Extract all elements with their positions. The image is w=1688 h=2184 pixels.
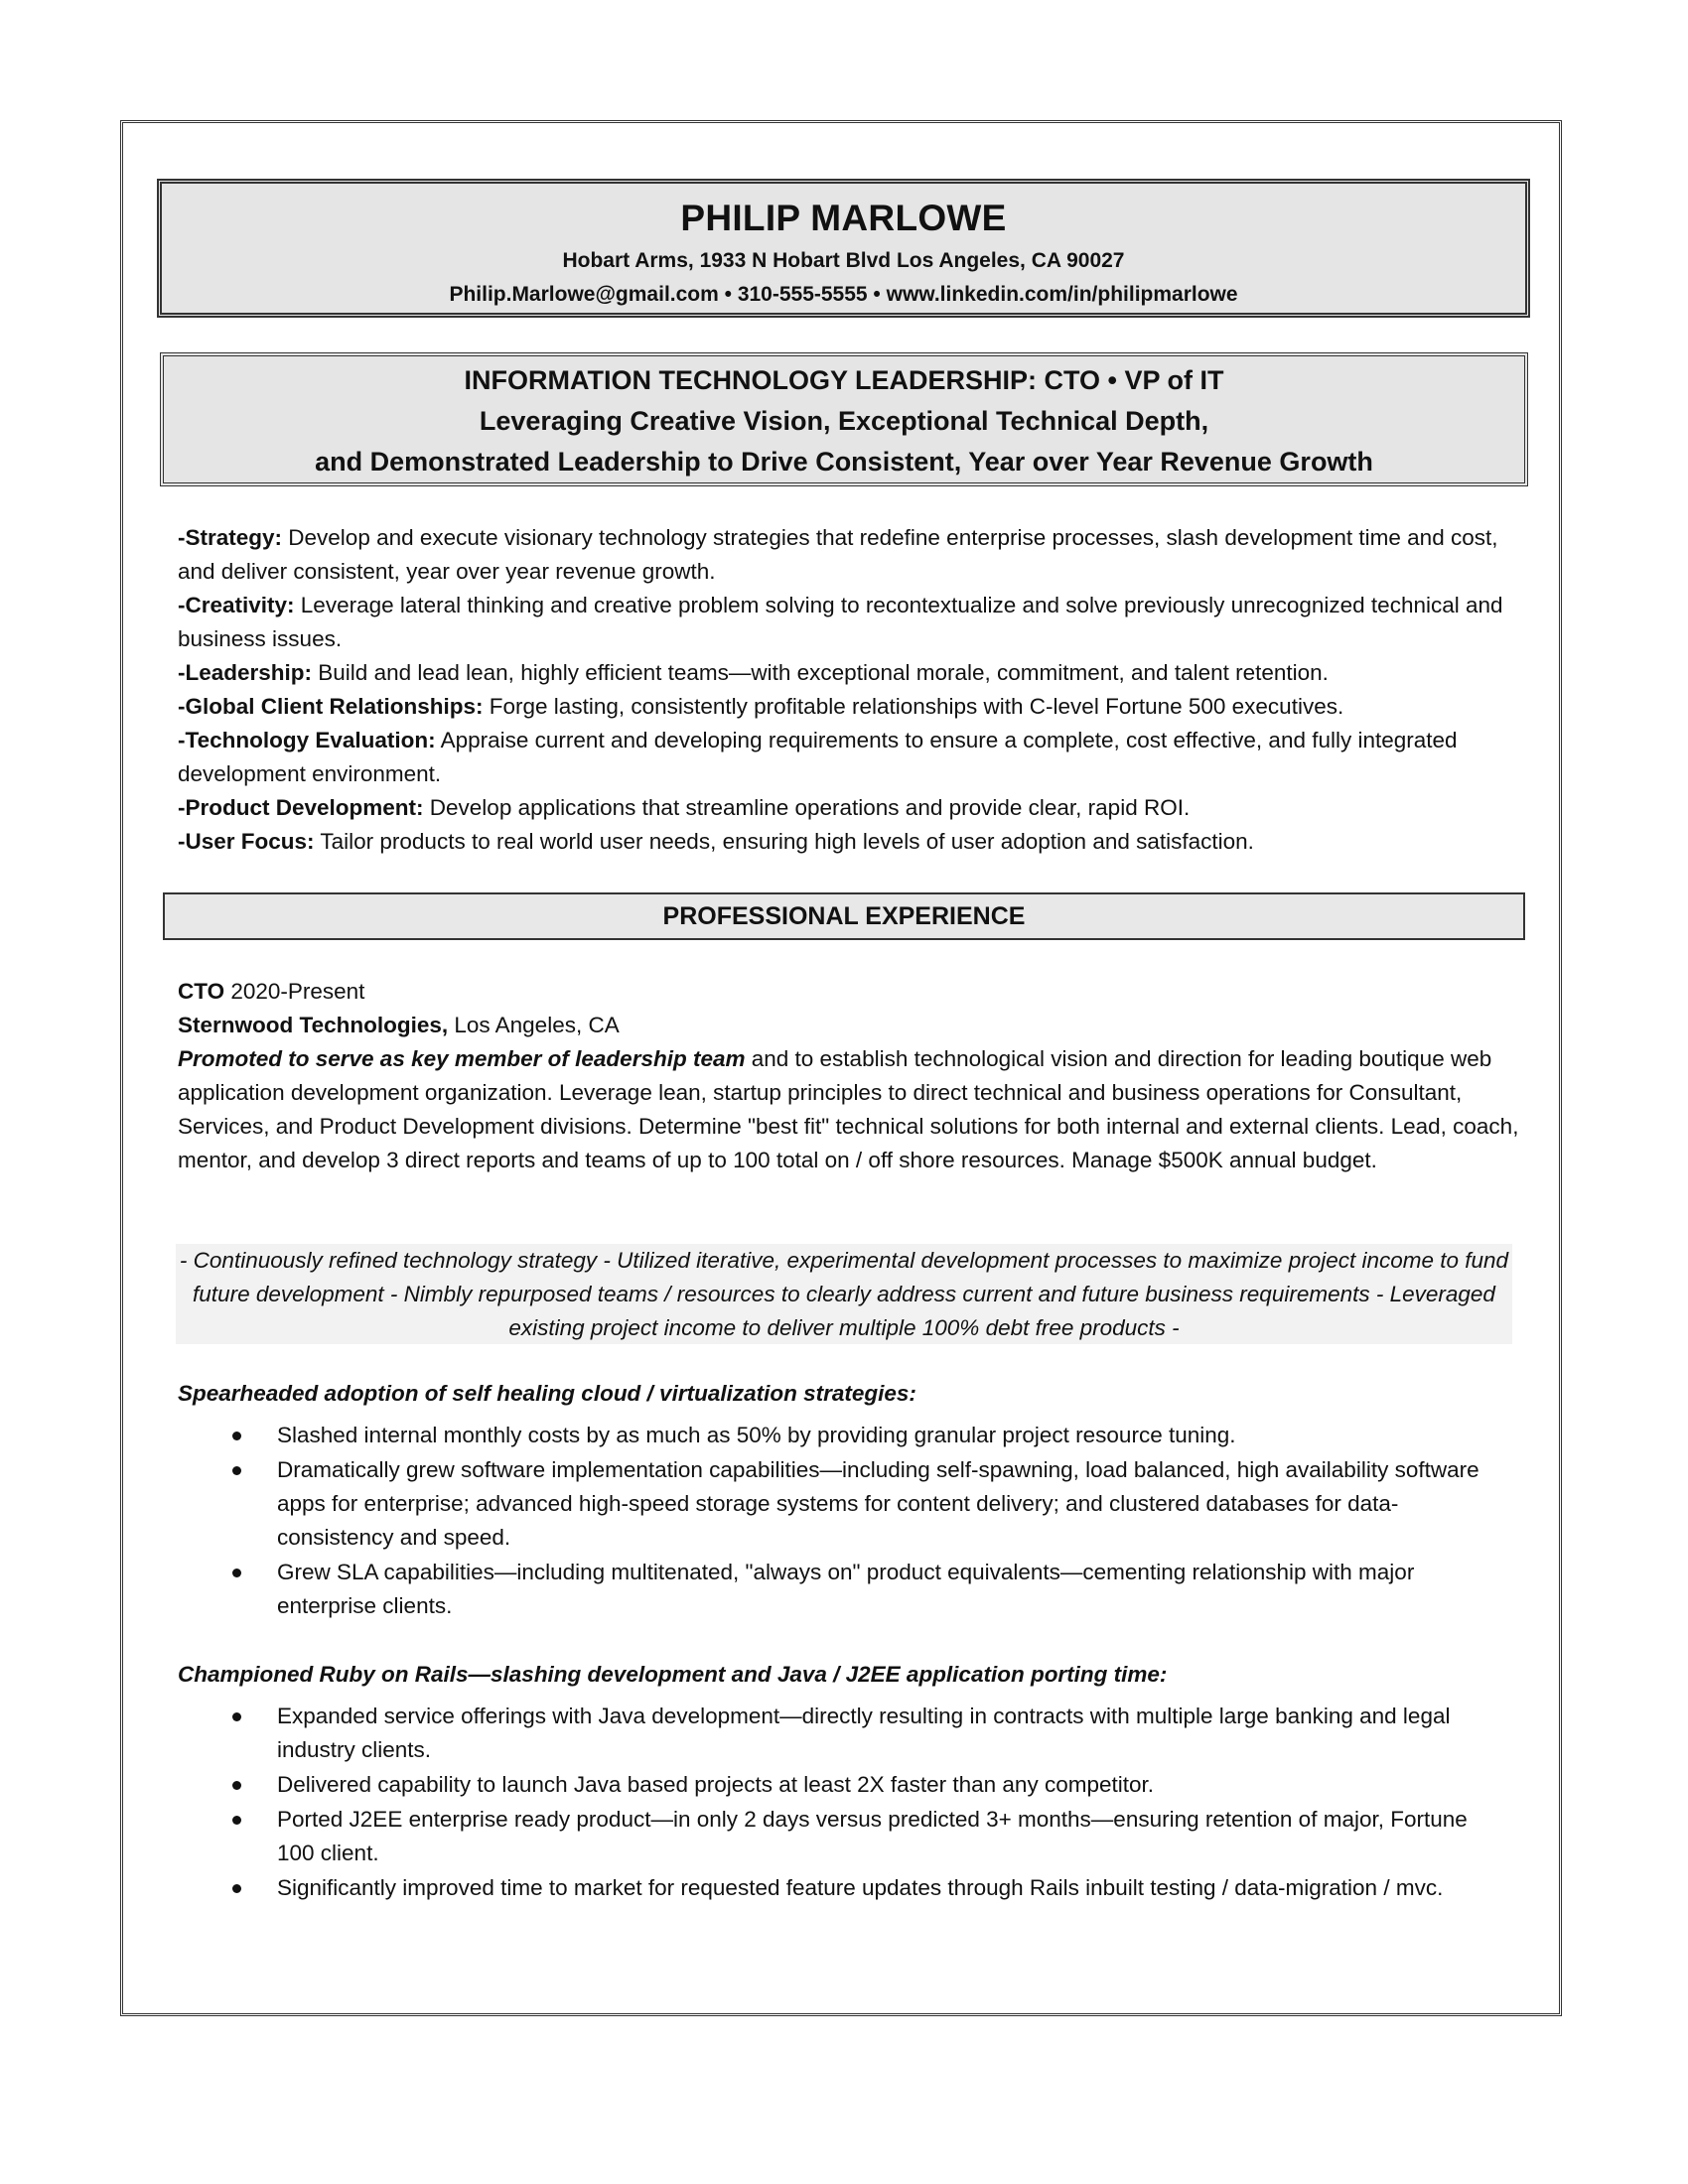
job-title: CTO [178, 979, 225, 1004]
bullet-icon [232, 1569, 241, 1577]
achievement-list-cloud [178, 1419, 1508, 1624]
job-description [178, 1042, 1528, 1177]
summary-item-product-development [178, 791, 1528, 825]
summary-item-leadership [178, 656, 1528, 690]
list-item [178, 1453, 1508, 1555]
list-item [178, 1768, 1508, 1802]
summary-item-technology-evaluation [178, 724, 1528, 791]
job-title-line [178, 975, 1528, 1009]
bullet-icon [232, 1816, 241, 1825]
headline-box [160, 352, 1528, 486]
job-lead: Promoted to serve as key member of leadership team [178, 1046, 746, 1071]
summary-text: Tailor products to real world user needs, ensuring high levels of user adoption and satisfaction. [314, 829, 1254, 854]
bullet-icon [232, 1712, 241, 1721]
summary-text: Leverage lateral thinking and creative problem solving to recontextualize and solve previously unrecognized technical and business issues. [178, 593, 1503, 651]
job-company: Sternwood Technologies, [178, 1013, 449, 1037]
bullet-text: Delivered capability to launch Java based projects at least 2X faster than any competitor. [277, 1772, 1154, 1797]
summary-item-user-focus [178, 825, 1528, 859]
summary-item-global-client [178, 690, 1528, 724]
job-highlight-block: - Continuously refined technology strategy - Utilized iterative, experimental development processes to maximize project income to fund future development - Nimbly repurposed teams / resources to clearly address current and future business requirements - Leveraged existing project income to deliver multiple 100% debt free products - [176, 1244, 1512, 1344]
job-company-line [178, 1009, 1528, 1042]
contact-line: Philip.Marlowe@gmail.com • 310-555-5555 • www.linkedin.com/in/philipmarlowe [449, 283, 1238, 306]
job-location: Los Angeles, CA [448, 1013, 620, 1037]
summary-text: Build and lead lean, highly efficient teams—with exceptional morale, commitment, and talent retention. [312, 660, 1329, 685]
address: Hobart Arms, 1933 N Hobart Blvd Los Angeles, CA 90027 [562, 249, 1125, 272]
achievement-heading-cloud: Spearheaded adoption of self healing cloud / virtualization strategies: [178, 1381, 916, 1406]
headline-tagline-1: Leveraging Creative Vision, Exceptional Technical Depth, [479, 406, 1209, 436]
job-entry [178, 975, 1528, 1177]
list-item [178, 1803, 1508, 1870]
list-item [178, 1871, 1508, 1905]
bullet-text: Significantly improved time to market for requested feature updates through Rails inbuilt testing / data-migration / mvc. [277, 1875, 1444, 1900]
bullet-text: Ported J2EE enterprise ready product—in only 2 days versus predicted 3+ months—ensuring retention of major, Fortune 100 client. [277, 1807, 1468, 1865]
bullet-icon [232, 1432, 241, 1440]
summary-list [178, 521, 1528, 859]
list-item [178, 1700, 1508, 1767]
list-item [178, 1556, 1508, 1623]
summary-text: Develop and execute visionary technology strategies that redefine enterprise processes, slash development time and cost, and deliver consistent, year over year revenue growth. [178, 525, 1498, 584]
achievement-heading-rails: Championed Ruby on Rails—slashing development and Java / J2EE application porting time: [178, 1662, 1168, 1687]
summary-text: Appraise current and developing requirements to ensure a complete, cost effective, and fully integrated development environment. [178, 728, 1458, 786]
summary-item-creativity [178, 589, 1528, 656]
bullet-icon [232, 1781, 241, 1790]
summary-label: -User Focus: [178, 829, 315, 854]
bullet-icon [232, 1884, 241, 1893]
summary-label: -Product Development: [178, 795, 424, 820]
section-heading-experience: PROFESSIONAL EXPERIENCE [163, 892, 1525, 940]
candidate-name: PHILIP MARLOWE [680, 198, 1007, 238]
headline-title: INFORMATION TECHNOLOGY LEADERSHIP: CTO • VP of IT [464, 365, 1224, 395]
summary-text: Forge lasting, consistently profitable relationships with C-level Fortune 500 executives. [483, 694, 1344, 719]
bullet-icon [232, 1466, 241, 1475]
job-description-text: and to establish technological vision and direction for leading boutique web application development organization. Leverage lean, startup principles to direct technical and business operations for Consultant, Services, and Product Development divisions. Determine "best fit" technical solutions for both internal and external clients. Lead, coach, mentor, and develop 3 direct reports and teams of up to 100 total on / off shore resources. Manage $500K annual budget. [178, 1046, 1519, 1172]
summary-label: -Strategy: [178, 525, 283, 550]
bullet-text: Grew SLA capabilities—including multitenated, "always on" product equivalents—cementing relationship with major enterprise clients. [277, 1560, 1415, 1618]
contact-header [157, 179, 1530, 318]
achievement-list-rails [178, 1700, 1508, 1906]
headline-tagline-2: and Demonstrated Leadership to Drive Consistent, Year over Year Revenue Growth [315, 447, 1373, 477]
summary-label: -Global Client Relationships: [178, 694, 484, 719]
bullet-text: Slashed internal monthly costs by as much as 50% by providing granular project resource tuning. [277, 1423, 1236, 1447]
bullet-text: Expanded service offerings with Java development—directly resulting in contracts with multiple large banking and legal industry clients. [277, 1704, 1451, 1762]
summary-item-strategy [178, 521, 1528, 589]
summary-text: Develop applications that streamline operations and provide clear, rapid ROI. [423, 795, 1191, 820]
list-item [178, 1419, 1508, 1452]
job-dates: 2020-Present [224, 979, 365, 1004]
bullet-text: Dramatically grew software implementation capabilities—including self-spawning, load balanced, high availability software apps for enterprise; advanced high-speed storage systems for content delivery; and clustered databases for data-consistency and speed. [277, 1457, 1479, 1550]
summary-label: -Creativity: [178, 593, 295, 617]
summary-label: -Technology Evaluation: [178, 728, 436, 752]
summary-label: -Leadership: [178, 660, 313, 685]
